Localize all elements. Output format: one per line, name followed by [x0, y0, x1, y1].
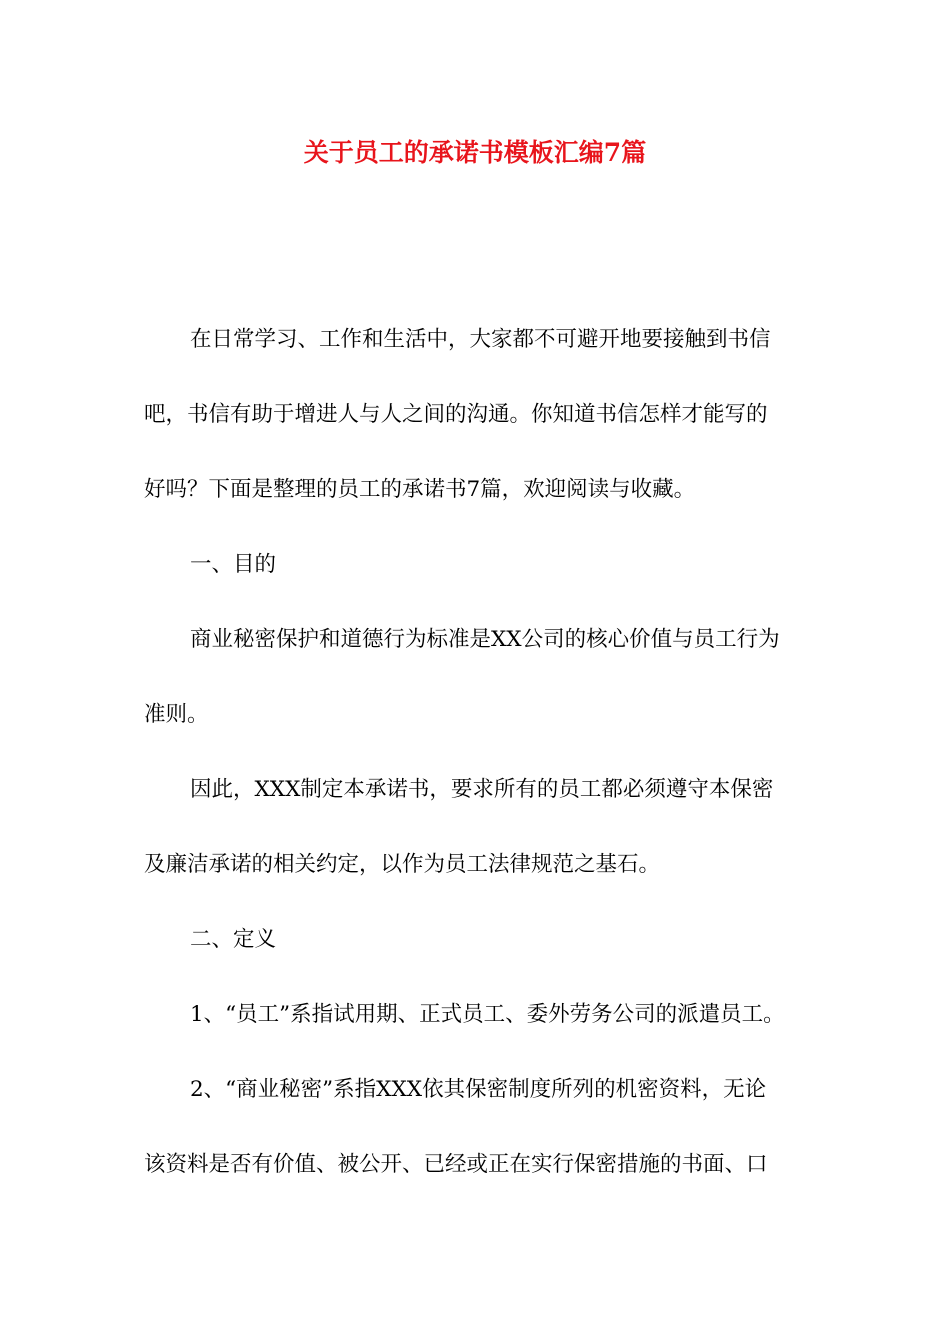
section-heading-purpose: 一、目的 [190, 552, 277, 577]
paragraph-line-7: 及廉洁承诺的相关约定，以作为员工法律规范之基石。 [144, 852, 661, 877]
paragraph-line-3: 好吗？下面是整理的员工的承诺书7篇，欢迎阅读与收藏。 [144, 477, 696, 502]
paragraph-line-6: 因此，XXX制定本承诺书，要求所有的员工都必须遵守本保密 [190, 777, 774, 802]
document-title: 关于员工的承诺书模板汇编7篇 [303, 138, 647, 167]
paragraph-line-5: 准则。 [144, 702, 209, 727]
paragraph-line-2: 吧，书信有助于增进人与人之间的沟通。你知道书信怎样才能写的 [144, 402, 768, 427]
definition-item-1: 1、“员工”系指试用期、正式员工、委外劳务公司的派遣员工。 [190, 1002, 785, 1027]
section-heading-definition: 二、定义 [190, 927, 277, 952]
paragraph-line-1: 在日常学习、工作和生活中，大家都不可避开地要接触到书信 [190, 327, 771, 352]
definition-item-2: 2、“商业秘密”系指XXX依其保密制度所列的机密资料，无论 [190, 1077, 767, 1102]
paragraph-line-8: 该资料是否有价值、被公开、已经或正在实行保密措施的书面、口 [144, 1152, 768, 1177]
paragraph-line-4: 商业秘密保护和道德行为标准是XX公司的核心价值与员工行为 [190, 627, 780, 652]
